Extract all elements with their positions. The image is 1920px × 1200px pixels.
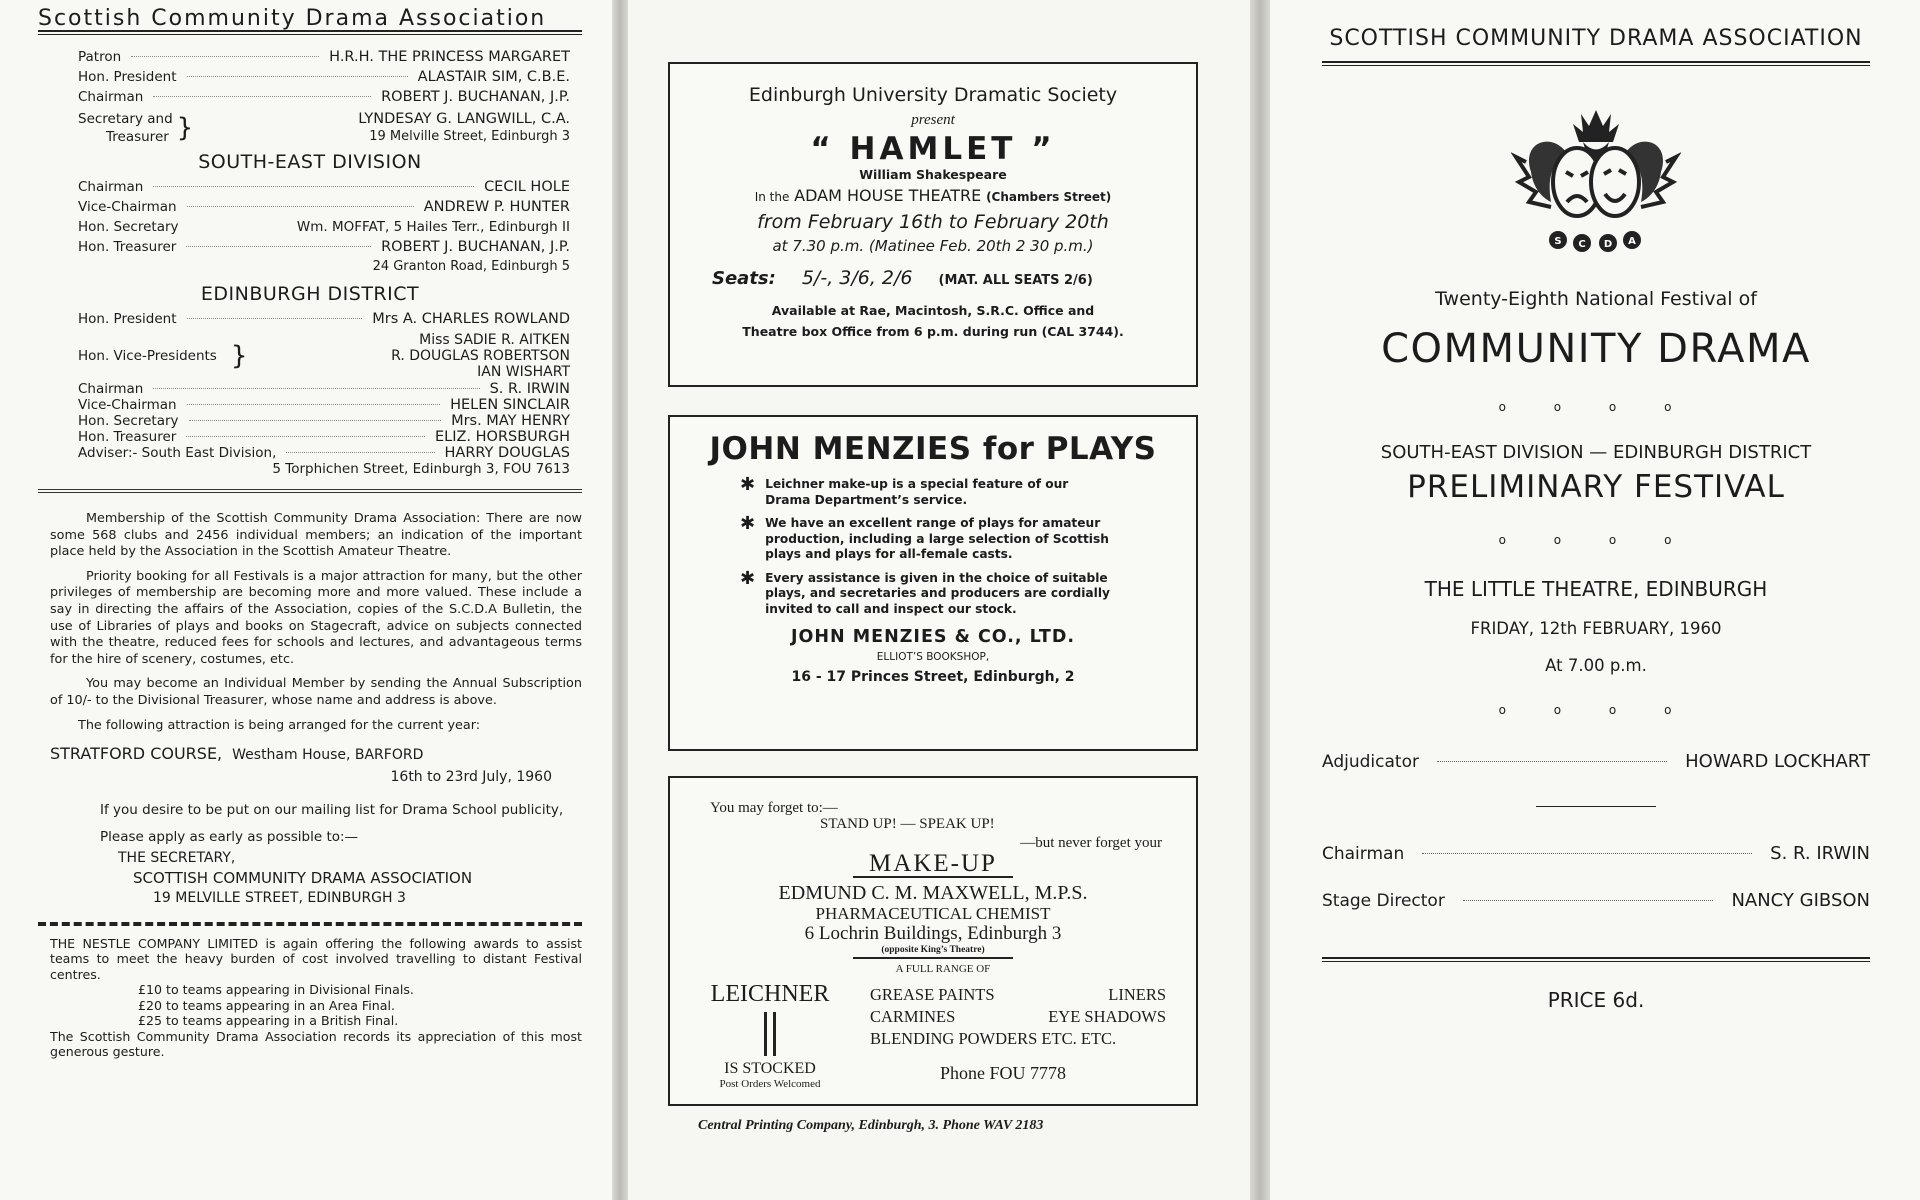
officer-row: Chairman S. R. IRWIN	[78, 381, 570, 397]
divider	[1322, 61, 1870, 66]
hamlet-advert: Edinburgh University Dramatic Society present “ HAMLET ” William Shakespeare In the ADAM HOUSE THEATRE (Chambers Street) from February 16th to February 20th at 7.30 p.m. (Matinee Feb. 20th 2 30 p.m.) Seats: 5/-, 3/6, 2/6 (MAT. ALL SEATS 2/6) Available at Rae, Macintosh, S.R.C. Office and Theatre box Office from 6 p.m. during run (CAL 3744).	[668, 62, 1198, 387]
stratford-course: STRATFORD COURSE, Westham House, BARFORD	[50, 744, 424, 764]
thistle-masks-icon	[1511, 102, 1681, 252]
run-dates: from February 16th to February 20th	[757, 211, 1109, 233]
menzies-advert: JOHN MENZIES for PLAYS ✱ Leichner make-up is a special feature of our Drama Department’s service. ✱ We have an excellent range of plays for amateur production, including a large selection of Scottish plays and plays for all-female casts. ✱ Every assistance is given in the choice of suitable plays, and secretaries and producers are cordially invited to call and inspect our stock. JOHN MENZIES & CO., LTD. ELLIOT’S BOOKSHOP, 16 - 17 Princes Street, Edinburgh, 2	[668, 415, 1198, 751]
membership-paragraph: Priority booking for all Festivals is a major attraction for many, but the other privileges of membership are becoming more and more valued. These include a say in directing the affairs of the Association, copies of the S.C.D.A Bulletin, the use of Libraries of plays and books on Stagecraft, advice on subjects connected with the theatre, reduced fees for schools and lectures, and advantageous terms for the hire of scenery, costumes, etc.	[50, 568, 582, 667]
venue: THE LITTLE THEATRE, EDINBURGH	[1424, 577, 1768, 601]
award-item: £25 to teams appearing in a British Final.	[138, 1013, 399, 1029]
award-item: £10 to teams appearing in Divisional Finals.	[138, 982, 414, 998]
product-item: LINERS	[1108, 985, 1166, 1004]
officer-row: Hon. Treasurer ROBERT J. BUCHANAN, J.P.	[78, 239, 570, 255]
star-icon: ✱	[740, 513, 756, 534]
dashed-divider	[38, 922, 582, 926]
product-item: CARMINES	[870, 1007, 956, 1026]
company-name: JOHN MENZIES & CO., LTD.	[790, 627, 1076, 647]
officer-row: Patron H.R.H. THE PRINCESS MARGARET	[78, 49, 570, 65]
chemist-name: EDMUND C. M. MAXWELL, M.P.S.	[778, 882, 1088, 904]
officer-row: Hon. Treasurer ELIZ. HORSBURGH	[78, 429, 570, 445]
address-line: 24 Granton Road, Edinburgh 5	[372, 259, 570, 274]
bullet-item: ✱ Leichner make-up is a special feature of our Drama Department’s service.	[740, 474, 1069, 507]
festival-date: FRIDAY, 12th FEBRUARY, 1960	[1470, 619, 1722, 638]
printer-credit: Central Printing Company, Edinburgh, 3. Phone WAV 2183	[698, 1118, 1044, 1133]
stratford-dates: 16th to 23rd July, 1960	[390, 769, 552, 786]
association-header: SCOTTISH COMMUNITY DRAMA ASSOCIATION	[1329, 26, 1863, 51]
leichner-block	[670, 981, 1196, 1090]
maxwell-advert: You may forget to:— STAND UP! — SPEAK UP! —but never forget your MAKE-UP EDMUND C. M. MAXWELL, M.P.S. PHARMACEUTICAL CHEMIST 6 Lochrin Buildings, Edinburgh 3 (opposite King’s Theatre) A FULL RANGE OF LEICHNER IS STOCKED Post Orders Welcomed GREASE PAINTS LINERS CARMINES EYE SHADOWS BLENDING POWDERS ETC. ETC. Phone FOU 7778	[668, 776, 1198, 1106]
makeup-heading: MAKE-UP	[869, 850, 997, 877]
officer-row: Hon. President Mrs A. CHARLES ROWLAND	[78, 311, 570, 327]
ornament-dots: o o o o	[1498, 703, 1694, 717]
phone-number: Phone FOU 7778	[940, 1063, 1067, 1083]
preliminary-heading: PRELIMINARY FESTIVAL	[1407, 469, 1785, 505]
svg-text:D: D	[1603, 239, 1613, 250]
paper-fold	[1250, 0, 1270, 1200]
svg-text:S: S	[1554, 236, 1562, 247]
vice-presidents-row: Hon. Vice-Presidents } Miss SADIE R. AITKEN R. DOUGLAS ROBERTSON IAN WISHART	[78, 332, 570, 380]
bullet-item: ✱ We have an excellent range of plays for amateur production, including a large selection of Scottish plays and plays for all-female casts.	[740, 513, 1109, 561]
ornament-dots: o o o o	[1498, 400, 1694, 414]
bullet-item: ✱ Every assistance is given in the choice of suitable plays, and secretaries and producers are cordially invited to call and inspect our stock.	[740, 567, 1110, 616]
star-icon: ✱	[740, 567, 756, 589]
scda-logo	[1511, 102, 1681, 252]
middle-panel	[628, 0, 1250, 1200]
show-times: at 7.30 p.m. (Matinee Feb. 20th 2 30 p.m.)	[772, 237, 1094, 255]
officer-row: Hon. Secretary Mrs. MAY HENRY	[78, 413, 570, 429]
festival-title: COMMUNITY DRAMA	[1381, 326, 1811, 372]
left-title: Scottish Community Drama Association	[38, 6, 547, 31]
officer-row: Adviser:- South East Division, HARRY DOUGLAS	[78, 445, 570, 461]
price: PRICE 6d.	[1547, 988, 1645, 1012]
menzies-bullets	[670, 474, 1196, 617]
venue-line: In the ADAM HOUSE THEATRE (Chambers Street)	[754, 186, 1112, 205]
double-bar	[670, 1012, 870, 1056]
officer-row: Chairman CECIL HOLE	[78, 179, 570, 195]
stage-director-row: Stage Director NANCY GIBSON	[1322, 890, 1870, 911]
secretary-address: THE SECRETARY, SCOTTISH COMMUNITY DRAMA ASSOCIATION 19 MELVILLE STREET, EDINBURGH 3	[118, 849, 473, 906]
officers-list	[38, 49, 582, 477]
awards-list	[38, 982, 582, 1029]
membership-paragraph: Membership of the Scottish Community Drama Association: There are now some 568 clubs and 2456 individual members; an indication of the important place held by the Association in the Scottish Amateur Theatre.	[50, 511, 582, 560]
chairman-row: Chairman S. R. IRWIN	[1322, 843, 1870, 864]
divider	[1322, 957, 1870, 962]
section-heading: SOUTH-EAST DIVISION	[198, 151, 422, 173]
society-name: Edinburgh University Dramatic Society	[748, 84, 1118, 106]
ornament-dots: o o o o	[1498, 533, 1694, 547]
brace: }	[176, 113, 194, 143]
paper-fold	[612, 0, 628, 1200]
officer-row: Vice-Chairman HELEN SINCLAIR	[78, 397, 570, 413]
menzies-headline: JOHN MENZIES for PLAYS	[709, 431, 1157, 467]
officer-row: Hon. Secretary Wm. MOFFAT, 5 Hailes Terr., Edinburgh II	[78, 219, 570, 235]
product-list	[870, 981, 1196, 1090]
chemist-address: 6 Lochrin Buildings, Edinburgh 3	[804, 923, 1062, 944]
menzies-address: 16 - 17 Princes Street, Edinburgh, 2	[791, 669, 1075, 685]
product-item: BLENDING POWDERS ETC. ETC.	[870, 1029, 1117, 1048]
division-line: SOUTH-EAST DIVISION — EDINBURGH DISTRICT	[1380, 442, 1812, 463]
festival-time: At 7.00 p.m.	[1545, 656, 1647, 675]
nestle-paragraph: THE NESTLE COMPANY LIMITED is again offering the following awards to assist teams to meet the heavy burden of cost involved travelling to distant Festival centres.	[50, 935, 582, 982]
festival-line: Twenty-Eighth National Festival of	[1435, 288, 1757, 310]
brace: }	[230, 341, 248, 371]
nestle-closing: The Scottish Community Drama Association records its appreciation of this most generous gesture.	[50, 1028, 582, 1060]
secretary-row: Secretary and Treasurer } LYNDESAY G. LANGWILL, C.A. 19 Melville Street, Edinburgh 3	[78, 111, 570, 145]
divider	[1536, 806, 1656, 807]
divider	[853, 957, 1013, 959]
officer-row: Hon. President ALASTAIR SIM, C.B.E.	[78, 69, 570, 85]
adjudicator-row: Adjudicator HOWARD LOCKHART	[1322, 751, 1870, 772]
officer-row: Vice-Chairman ANDREW P. HUNTER	[78, 199, 570, 215]
left-panel	[0, 0, 620, 1200]
membership-paragraph: You may become an Individual Member by sending the Annual Subscription of 10/- to the Divisional Treasurer, whose name and address is above.	[50, 676, 582, 708]
apply-line: Please apply as early as possible to:—	[100, 829, 359, 846]
officer-row: Chairman ROBERT J. BUCHANAN, J.P.	[78, 89, 570, 105]
leichner-stock: LEICHNER IS STOCKED Post Orders Welcomed	[670, 981, 870, 1090]
section-heading: EDINBURGH DISTRICT	[200, 283, 420, 305]
divider	[38, 489, 582, 493]
address-line: 5 Torphichen Street, Edinburgh 3, FOU 7613	[272, 461, 570, 477]
play-title: “ HAMLET ”	[810, 131, 1056, 167]
svg-text:A: A	[1628, 236, 1636, 247]
right-panel	[1270, 0, 1920, 1200]
award-item: £20 to teams appearing in an Area Final.	[138, 997, 395, 1013]
attraction-line: The following attraction is being arranged for the current year:	[78, 717, 481, 733]
svg-text:C: C	[1578, 239, 1586, 250]
product-item: EYE SHADOWS	[1048, 1007, 1166, 1026]
star-icon: ✱	[740, 474, 756, 495]
mailing-paragraph: If you desire to be put on our mailing list for Drama School publicity,	[100, 802, 564, 819]
product-item: GREASE PAINTS	[870, 985, 995, 1004]
seat-prices: Seats: 5/-, 3/6, 2/6 (MAT. ALL SEATS 2/6)	[712, 267, 1093, 289]
